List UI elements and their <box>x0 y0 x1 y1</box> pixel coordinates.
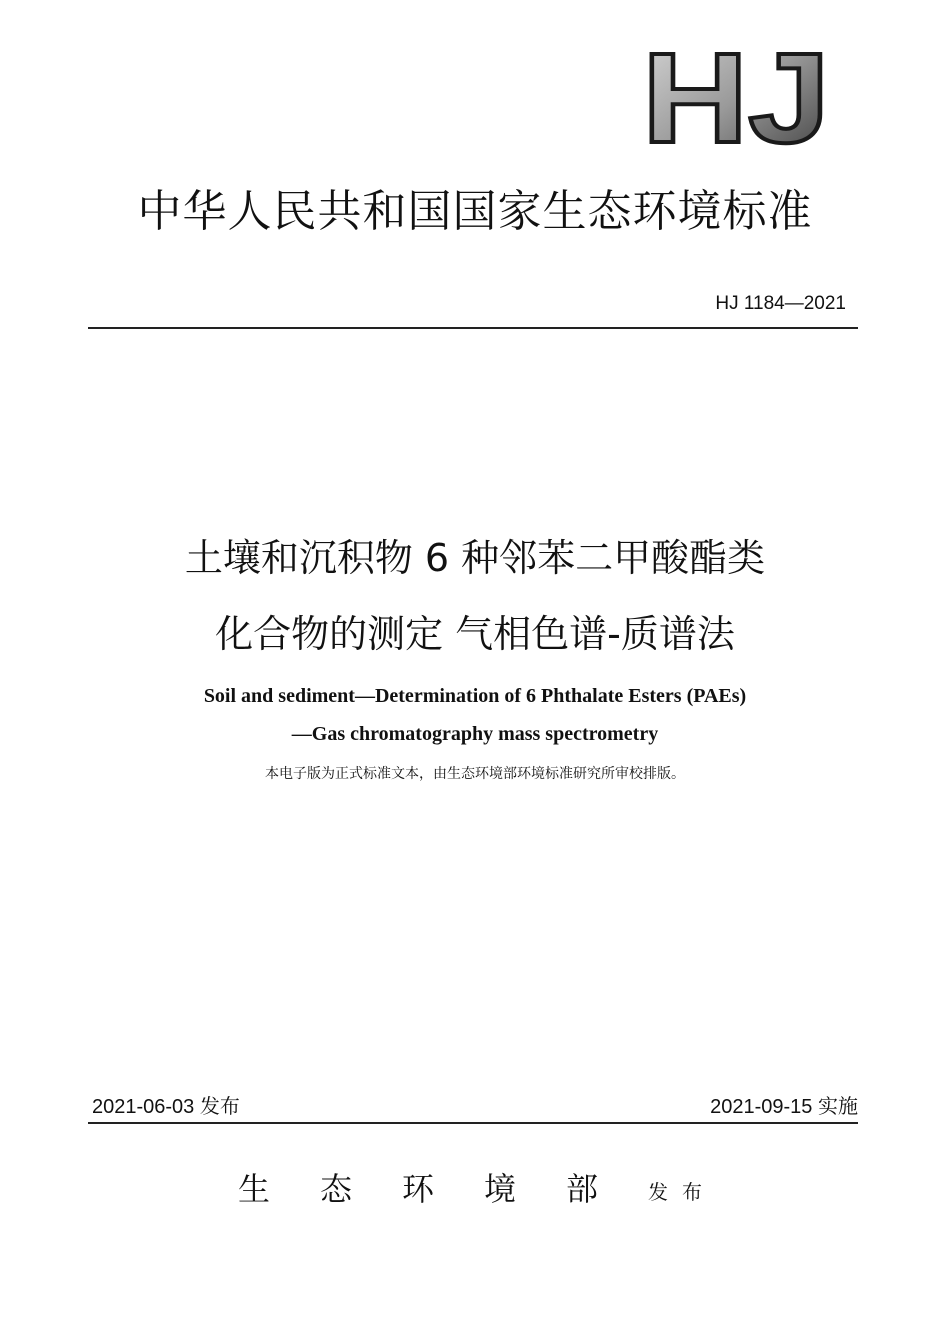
footer-divider <box>88 1122 858 1124</box>
hj-logo-text: HJ <box>642 46 830 146</box>
hj-logo <box>640 46 832 146</box>
electronic-version-note: 本电子版为正式标准文本，由生态环境部环境标准研究所审校排版。 <box>265 766 685 782</box>
national-standard-title: 中华人民共和国国家生态环境标准 <box>137 186 813 237</box>
publish-label: 发布 <box>648 1180 716 1204</box>
issue-date: 2021-06-03 发布 <box>92 1096 240 1118</box>
english-title-line-1: Soil and sediment—Determination of 6 Phthalate Esters (PAEs) <box>203 685 747 707</box>
english-title-line-2: —Gas chromatography mass spectrometry <box>291 723 659 745</box>
publisher-name: 生态环境部 <box>238 1170 649 1208</box>
chinese-title-line-2: 化合物的测定 气相色谱-质谱法 <box>215 612 735 656</box>
chinese-title-line-1: 土壤和沉积物 6 种邻苯二甲酸酯类 <box>184 536 766 580</box>
publisher-block <box>0 1166 950 1212</box>
standard-number: HJ 1184—2021 <box>715 293 846 314</box>
implementation-date: 2021-09-15 实施 <box>710 1096 858 1118</box>
header-divider <box>88 327 858 329</box>
